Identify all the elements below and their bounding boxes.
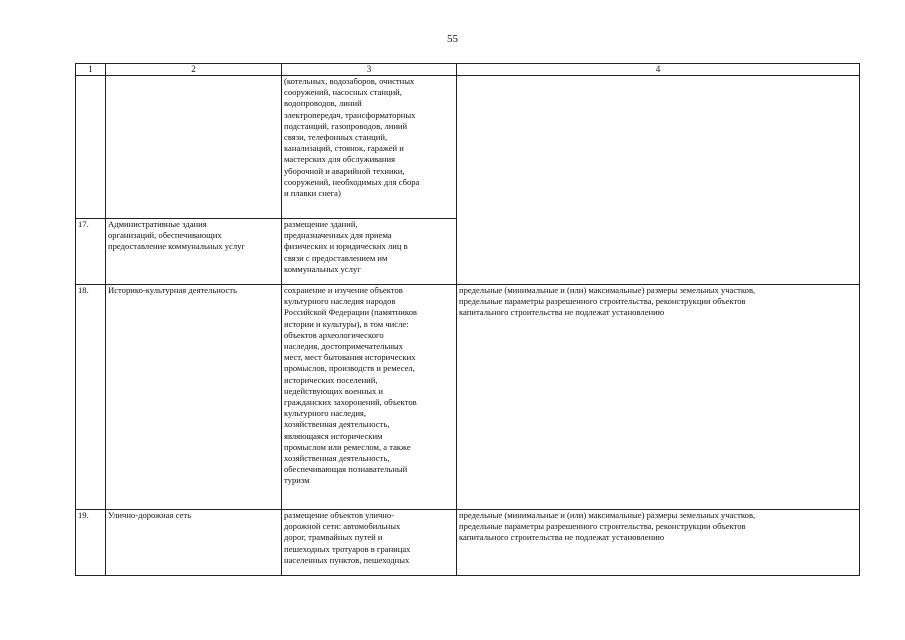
- table-row: [76, 510, 860, 576]
- row-number: 18.: [76, 285, 106, 510]
- use-type-name-text: Историко-культурная деятельность: [108, 285, 237, 295]
- page-number: 55: [447, 33, 458, 45]
- use-type-name-text: Административные здания организаций, обеспечивающих предоставление коммунальных услуг: [108, 219, 245, 252]
- use-type-description: [282, 285, 457, 510]
- column-header-3: 3: [282, 64, 457, 76]
- use-type-description-text: размещение объектов улично- дорожной сети: автомобильных дорог, трамвайных путей и пешеходных тротуаров в границах населенных пунктов, пешеходных: [284, 510, 411, 565]
- table-row: [76, 285, 860, 510]
- use-type-description: [282, 510, 457, 576]
- use-type-name: [106, 219, 282, 285]
- use-type-description: [282, 219, 457, 285]
- use-type-params-text: предельные (минимальные и (или) максимальные) размеры земельных участков, предельные параметры разрешенного строительства, реконструкции объектов капитального строительства не подлежат установлению: [459, 285, 756, 318]
- header-row: [76, 64, 860, 76]
- table-row-continuation: [76, 76, 860, 219]
- continuation-name-cell: [106, 76, 282, 219]
- use-type-description-text: размещение зданий, предназначенных для приема физических и юридических лиц в связи с предоставлением им коммунальных услуг: [284, 219, 408, 274]
- column-header-1: 1: [76, 64, 106, 76]
- land-use-table: [75, 63, 860, 576]
- use-type-name-text: Улично-дорожная сеть: [108, 510, 191, 520]
- row-number: 17.: [76, 219, 106, 285]
- params-cell-merged: [457, 76, 860, 285]
- use-type-description-text: сохранение и изучение объектов культурного наследия народов Российской Федерации (памятников истории и культуры), в том числе: объектов археологического наследия, достопримечательных мест, мест бытования исторических промыслов, производств и ремесел, исторических поселений, недействующих военных и гражданских захоронений, объектов культурного наследия, хозяйственная деятельность, являющаяся историческим промыслом или ремеслом, а также хозяйственная деятельность, обеспечивающая познавательный туризм: [284, 285, 417, 486]
- use-type-name: [106, 285, 282, 510]
- continuation-description-cell: [282, 76, 457, 219]
- continuation-num-cell: [76, 76, 106, 219]
- row-number: 19.: [76, 510, 106, 576]
- continuation-description-text: (котельных, водозаборов, очистных сооружений, насосных станций, водопроводов, линий электропередач, трансформаторных подстанций, газопроводов, линий связи, телефонных станций, канализаций, стоянок, гаражей и мастерских для обслуживания уборочной и аварийной техники, сооружений, необходимых для сбора и плавки снега): [284, 76, 420, 199]
- use-type-name: [106, 510, 282, 576]
- use-type-params-text: предельные (минимальные и (или) максимальные) размеры земельных участков, предельные параметры разрешенного строительства, реконструкции объектов капитального строительства не подлежат установлению: [459, 510, 756, 543]
- use-type-params: [457, 285, 860, 510]
- column-header-4: 4: [457, 64, 860, 76]
- use-type-params: [457, 510, 860, 576]
- column-header-2: 2: [106, 64, 282, 76]
